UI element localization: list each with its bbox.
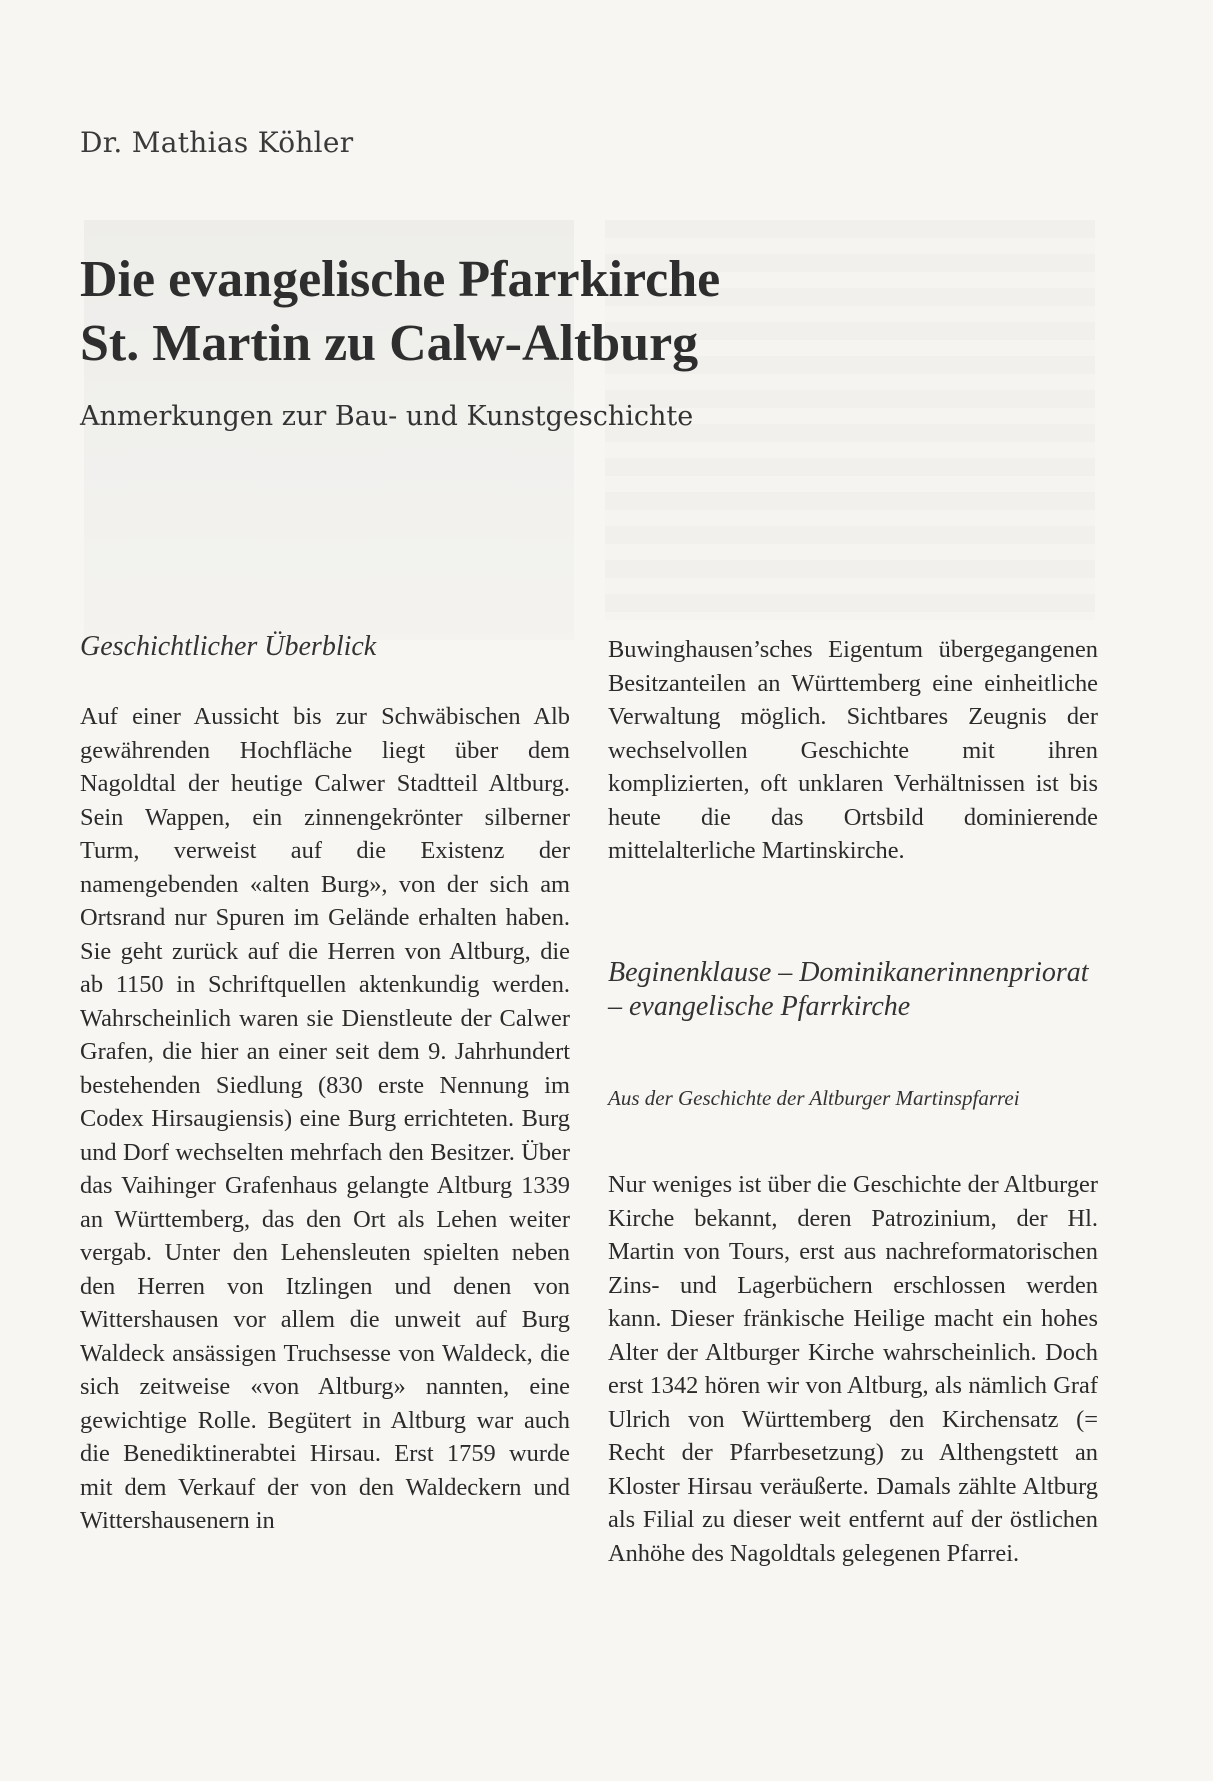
article-title (80, 248, 1130, 376)
paragraph-overview: Auf einer Aussicht bis zur Schwäbischen Alb gewährenden Hochfläche liegt über dem Nagoldtal der heutige Calwer Stadtteil Altburg. Sein Wappen, ein zinnengekrönter silberner Turm, verweist auf die Existenz der namengebenden «alten Burg», von der sich am Ortsrand nur Spuren im Gelände erhalten haben. Sie geht zurück auf die Herren von Altburg, die ab 1150 in Schriftquellen aktenkundig werden. Wahrscheinlich waren sie Dienstleute der Calwer Grafen, die hier an einer seit dem 9. Jahrhundert bestehenden Siedlung (830 erste Nennung im Codex Hirsaugiensis) eine Burg errichteten. Burg und Dorf wechselten mehrfach den Besitzer. Über das Vaihinger Grafenhaus gelangte Altburg 1339 an Württemberg, das den Ort als Lehen weiter vergab. Unter den Lehensleuten spielten neben den Herren von Itzlingen und denen von Wittershausen vor allem die unweit auf Burg Waldeck ansässigen Truchsesse von Waldeck, die sich zeitweise «von Altburg» nannten, eine gewichtige Rolle. Begütert in Altburg war auch die Benediktinerabtei Hirsau. Erst 1759 wurde mit dem Verkauf der von den Waldeckern und Wittershausenern in (80, 703, 570, 1534)
paragraph-overview-continuation: Buwinghausen’sches Eigentum übergegangenen Besitzanteilen an Württemberg eine einheitliche Verwaltung möglich. Sichtbares Zeugnis der wechselvollen Geschichte mit ihren komplizierten, oft unklaren Verhältnissen ist bis heute die das Ortsbild dominierende mittelalterliche Martinskirche. (608, 636, 1098, 864)
section-heading-overview: Geschichtlicher Überblick (80, 631, 377, 662)
section-heading-history: Beginenklause – Dominikanerinnenpriorat – evangelische Pfarrkirche (608, 957, 1089, 1022)
body-column-right (608, 1168, 1098, 1570)
article-subtitle: Anmerkungen zur Bau- und Kunstgeschichte (80, 401, 694, 432)
body-column-right-continuation (608, 633, 1098, 868)
author-name: Dr. Mathias Köhler (80, 126, 354, 159)
body-column-left (80, 700, 570, 1538)
title-line-2: St. Martin zu Calw-Altburg (80, 315, 699, 372)
paragraph-parish-history: Nur weniges ist über die Geschichte der Altburger Kirche bekannt, deren Patrozinium, der Hl. Martin von Tours, erst aus nachreformatorischen Zins- und Lagerbüchern erschlossen werden kann. Dieser fränkische Heilige macht ein hohes Alter der Altburger Kirche wahrscheinlich. Doch erst 1342 hören wir von Altburg, als nämlich Graf Ulrich von Württemberg den Kirchensatz (= Recht der Pfarrbesetzung) zu Althengstett an Kloster Hirsau veräußerte. Damals zählte Altburg als Filial zu dieser weit entfernt auf der östlichen Anhöhe des Nagoldtals gelegenen Pfarrei. (608, 1171, 1098, 1567)
section-subheading-parish: Aus der Geschichte der Altburger Martinspfarrei (608, 1086, 1020, 1110)
title-line-1: Die evangelische Pfarrkirche (80, 251, 721, 308)
